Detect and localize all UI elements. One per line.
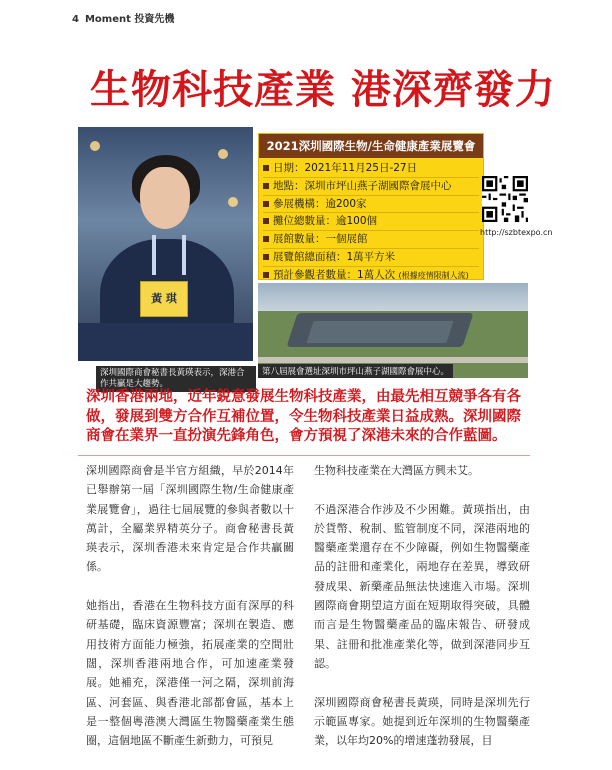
name-badge-text: 黃 琪	[151, 292, 177, 305]
expo-info-list	[259, 160, 483, 285]
bullet-icon	[263, 254, 269, 260]
lead-paragraph: 深圳香港兩地，近年銳意發展生物科技產業，由最先相互競爭各有各做，發展到雙方合作互補位置，令生物科技產業日益成熟。深圳國際商會在業界一直扮演先鋒角色，會方預視了深港未來的合作藍圖。	[86, 389, 521, 444]
portrait-caption: 深圳國際商會秘書長黃瑛表示，深港合作共贏是大趨勢。	[96, 366, 256, 392]
expo-info-item: 地點：深圳市坪山燕子湖國際會展中心	[263, 178, 479, 196]
expo-info-item: 展館數量：一個展館	[263, 231, 479, 249]
body-paragraph: 深圳國際商會是半官方組織，早於2014年已舉辦第一屆「深圳國際生物/生命健康產業展覽會」，過往七屆展覽的參與者數以十萬計，全屬業界精英分子。商會秘書長黃瑛表示，深圳香港未來肯定是合作共贏關係。	[86, 464, 294, 574]
expo-info-item: 預計參觀者數量：1萬人次 (根據疫情限制人流)	[263, 267, 479, 285]
body-column-right	[314, 461, 530, 770]
expo-info-box	[258, 133, 484, 280]
bullet-icon	[263, 183, 269, 189]
qr-code-icon[interactable]	[482, 176, 528, 222]
divider	[78, 455, 530, 456]
body-paragraph: 她指出，香港在生物科技方面有深厚的科研基礎，臨床資源豐富；深圳在製造、應用技術方面能力極強，拓展產業的空間壯闊，深圳香港兩地合作，可加速產業發展。她補充，深港僅一河之隔，深圳前海區、河套區、與香港北部都會區，基本上是一整個粵港澳大灣區生物醫藥產業生態圈，這個地區不斷產生新動力，可預見	[86, 599, 294, 748]
page-number: 4	[72, 14, 79, 25]
bullet-icon	[263, 236, 269, 242]
name-badge	[140, 281, 188, 317]
page-header	[72, 10, 174, 25]
expo-info-item: 參展機構：逾200家	[263, 196, 479, 214]
expo-info-title: 2021深圳國際生物/生命健康產業展覽會	[259, 134, 483, 158]
article-title: 生物科技產業 港深齊發力	[90, 67, 556, 113]
bullet-icon	[263, 272, 269, 278]
visitor-note: (根據疫情限制人流)	[398, 270, 469, 280]
expo-info-item: 日期：2021年11月25日-27日	[263, 160, 479, 178]
section-name: Moment 投資先機	[84, 14, 175, 25]
body-column-left	[86, 461, 294, 770]
body-paragraph: 深圳國際商會秘書長黃瑛，同時是深圳先行示範區專家。她提到近年深圳的生物醫藥產業，以年均20%的增速蓬勃發展，目	[314, 695, 530, 748]
portrait-photo	[78, 127, 253, 361]
body-paragraph: 不過深港合作涉及不少困難。黃瑛指出，由於貨幣、稅制、監管制度不同，深港兩地的醫藥產業還存在不少障礙，例如生物醫藥產品的註冊和產業化，兩地存在差異，導致研發成果、新藥產品無法快速進入市場。深圳國際商會期望這方面在短期取得突破，具體而言是生物醫藥產品的臨床報告、研發成果、註冊和批准產業化等，做到深港同步互認。	[314, 502, 530, 670]
venue-caption: 第八屆展會選址深圳市坪山燕子湖國際會展中心。	[258, 364, 453, 378]
bullet-icon	[263, 165, 269, 171]
body-paragraph: 生物科技產業在大灣區方興未艾。	[314, 464, 479, 477]
expo-info-item: 攤位總數量：逾100個	[263, 213, 479, 231]
qr-url[interactable]: http://szbtexpo.cn	[480, 228, 553, 237]
bullet-icon	[263, 201, 269, 207]
expo-info-item: 展覽館總面積：1萬平方米	[263, 249, 479, 267]
bullet-icon	[263, 218, 269, 224]
